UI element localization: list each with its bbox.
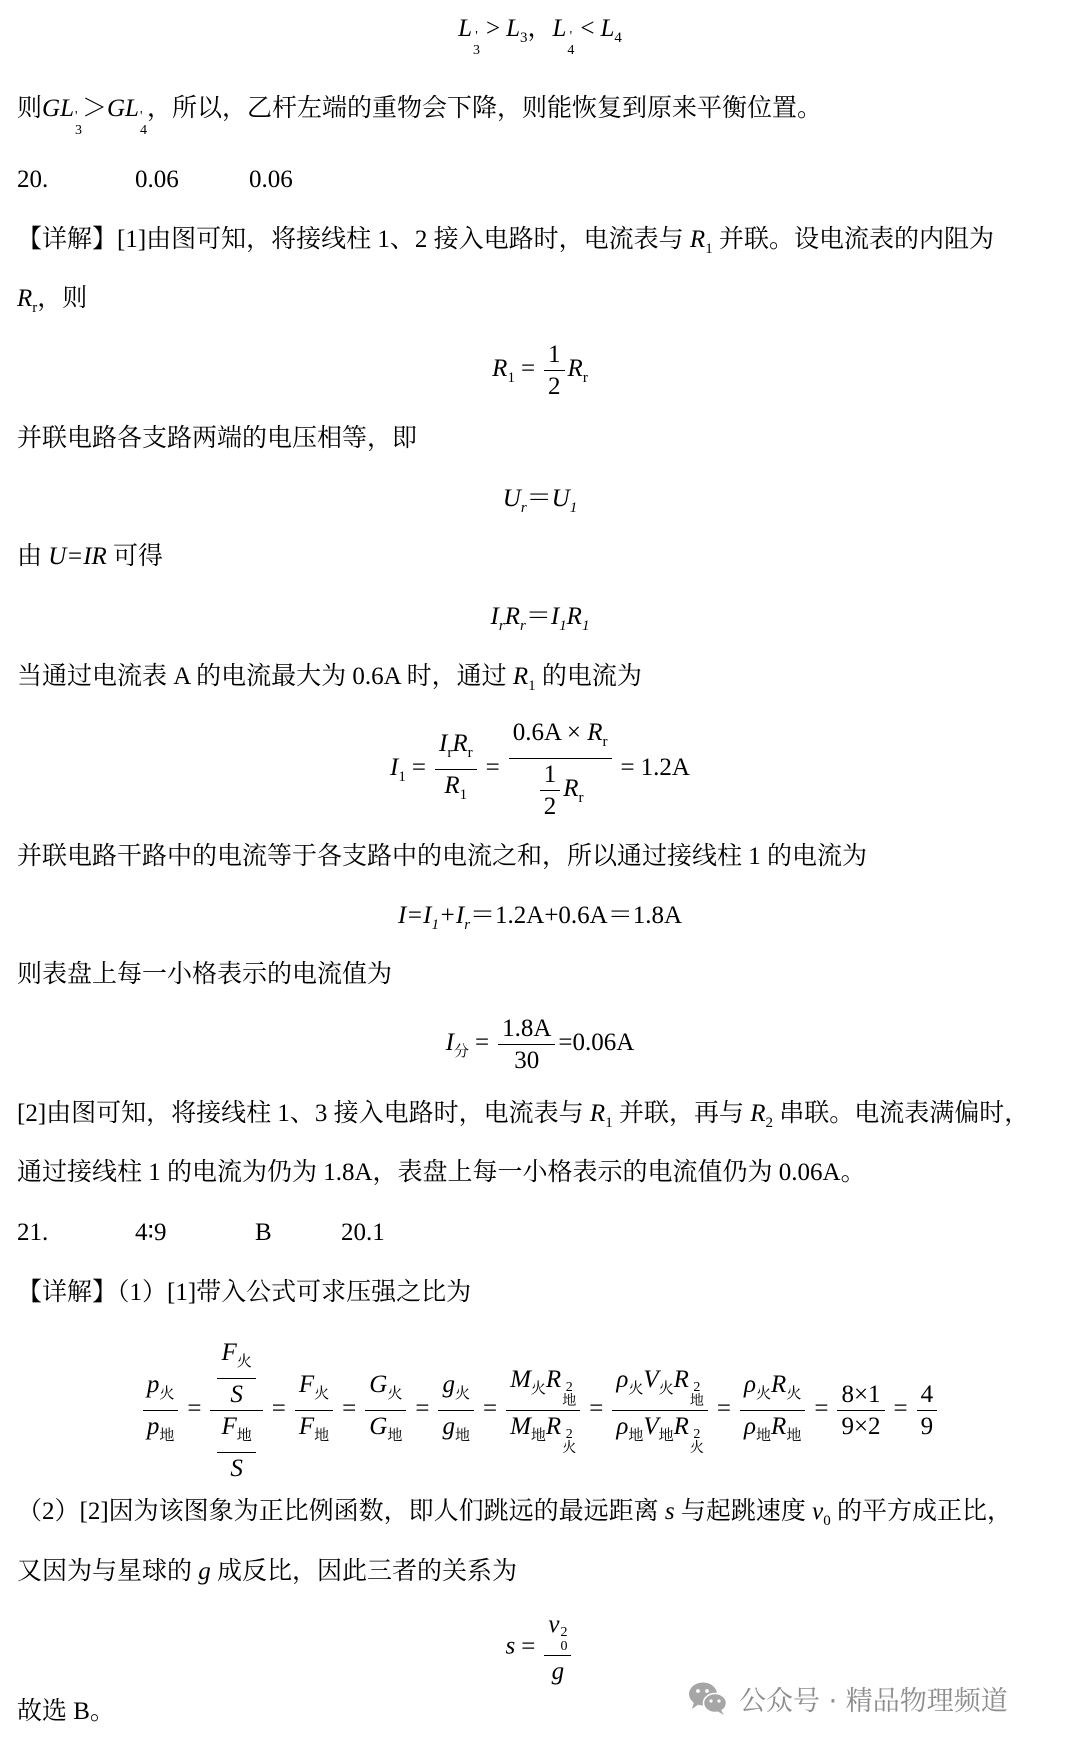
denominator xyxy=(210,1411,262,1483)
var-F: F xyxy=(221,1413,237,1440)
prime: ' xyxy=(74,109,78,124)
text: ，所以，乙杆左端的重物会下降，则能恢复到原来平衡位置。 xyxy=(146,95,822,122)
sub-1: 1 xyxy=(559,618,567,634)
var-I: I xyxy=(438,730,448,757)
value-0-6a: 0.6A × xyxy=(512,719,588,746)
sub-r: r xyxy=(32,300,38,316)
result-1-2a: 1.2A xyxy=(640,754,690,782)
op-equals: = xyxy=(521,1632,536,1660)
sup-2: 2 xyxy=(565,1427,573,1442)
sub-huo: 火 xyxy=(628,1381,644,1397)
var-I: I xyxy=(550,603,560,630)
ohms-law: U=IR xyxy=(48,543,107,570)
var-p: p xyxy=(146,1413,160,1440)
op-equals: = xyxy=(482,1395,498,1423)
sub-huo: 火 xyxy=(756,1386,772,1402)
var-S: S xyxy=(230,1455,243,1482)
sub-0: 0 xyxy=(560,1639,568,1654)
var-L: L xyxy=(600,15,615,42)
numerator: 1 xyxy=(544,340,565,371)
var-v: v xyxy=(548,1611,560,1638)
var-s: s xyxy=(664,1498,675,1525)
fraction-half xyxy=(540,760,561,821)
sub-1: 1 xyxy=(705,241,713,257)
var-rho: ρ xyxy=(616,1413,629,1440)
op-equals: = xyxy=(342,1395,357,1423)
question-20-number: 20. xyxy=(17,166,49,193)
var-g: g xyxy=(551,1658,565,1685)
sub-r: r xyxy=(578,790,584,807)
explanation-21-part2 xyxy=(17,1495,1012,1538)
sub-4: 4 xyxy=(139,123,147,138)
fraction-1-8a-over-30 xyxy=(498,1014,555,1075)
op-equals: = xyxy=(589,1395,604,1423)
line-balance-conclusion xyxy=(17,92,822,138)
sub-0: 0 xyxy=(823,1513,831,1529)
sub-r: r xyxy=(447,745,453,761)
var-V: V xyxy=(643,1366,659,1393)
sub-di: 地 xyxy=(159,1428,175,1444)
sub-huo: 火 xyxy=(562,1441,577,1456)
op-equals: = xyxy=(520,355,536,383)
sub-fen: 分 xyxy=(453,1044,469,1061)
fraction-density-volume xyxy=(612,1365,708,1456)
text: 又因为与星球的 xyxy=(17,1558,199,1585)
var-S: S xyxy=(230,1381,243,1408)
fraction-f-ratio xyxy=(295,1370,333,1451)
var-R: R xyxy=(567,355,583,383)
sub-di: 地 xyxy=(689,1394,704,1409)
op-equals: ＝ xyxy=(525,603,551,630)
var-R: R xyxy=(545,1413,562,1440)
denominator xyxy=(506,1411,580,1456)
fraction-numeric-8-18 xyxy=(837,1380,884,1441)
denominator xyxy=(440,770,471,810)
numerator xyxy=(295,1370,333,1411)
text: 当通过电流表 A 的电流最大为 0.6A 时，通过 xyxy=(17,663,513,690)
fraction-density-radius xyxy=(740,1370,805,1451)
sub-4: 4 xyxy=(567,43,575,58)
sub-3: 3 xyxy=(74,123,82,138)
fraction-f-over-s-ratio xyxy=(210,1338,262,1483)
var-R: R xyxy=(566,603,582,630)
prime-sub xyxy=(75,110,82,138)
sub-huo: 火 xyxy=(159,1386,175,1402)
text: 故选 B。 xyxy=(17,1698,115,1725)
op-equals: = xyxy=(485,754,500,782)
var-R: R xyxy=(17,285,33,312)
question-21-answer-1: 4∶9 xyxy=(135,1219,167,1246)
numerator xyxy=(143,1370,179,1411)
numerator xyxy=(544,1610,571,1656)
var-F: F xyxy=(298,1413,315,1440)
text: 由 xyxy=(17,543,49,570)
denominator xyxy=(365,1411,406,1451)
var-L: L xyxy=(552,15,567,42)
explanation-20-part2 xyxy=(17,1097,1029,1140)
text: 并联电路干路中的电流等于各支路中的电流之和，所以通过接线柱 1 的电流为 xyxy=(17,843,868,870)
sup-2: 2 xyxy=(565,1380,573,1395)
fraction-mass-radius xyxy=(506,1365,580,1456)
var-GL: GL xyxy=(107,95,139,122)
sub-di: 地 xyxy=(658,1428,674,1444)
denominator xyxy=(295,1411,333,1451)
var-U: U xyxy=(551,485,570,512)
formula-i-fen xyxy=(0,1014,1080,1075)
denominator xyxy=(143,1411,179,1451)
text: 串联。电流表满偏时， xyxy=(772,1100,1030,1127)
formula-jump-distance xyxy=(0,1610,1080,1686)
result-0-06a: =0.06A xyxy=(558,1029,635,1057)
sub-di: 地 xyxy=(387,1428,403,1444)
expr-values: ＝1.2A+0.6A＝1.8A xyxy=(470,902,683,929)
expr-plus-i: +I xyxy=(438,902,465,929)
question-20-answer-1: 0.06 xyxy=(135,166,179,193)
op-equals: = xyxy=(620,754,635,782)
sup-sub xyxy=(562,1428,576,1456)
sub-r: r xyxy=(464,917,471,933)
var-R: R xyxy=(750,1100,766,1127)
expr-i-equals-i: I=I xyxy=(397,902,432,929)
sub-di: 地 xyxy=(236,1428,252,1444)
formula-ur-u1 xyxy=(0,482,1080,525)
sub-huo: 火 xyxy=(314,1386,330,1402)
sup-2: 2 xyxy=(693,1427,701,1442)
explanation-20-rr xyxy=(17,282,87,325)
text: 并联电路各支路两端的电压相等，即 xyxy=(17,425,418,452)
comma: ， xyxy=(527,15,553,42)
prime: ' xyxy=(139,109,143,124)
denominator xyxy=(740,1411,805,1451)
sub-1: 1 xyxy=(459,787,468,803)
sub-1: 1 xyxy=(507,370,515,387)
numerator xyxy=(217,1412,255,1453)
var-R: R xyxy=(504,603,520,630)
fraction-gravity-ratio xyxy=(438,1370,474,1451)
sub-di: 地 xyxy=(314,1428,330,1444)
var-R: R xyxy=(452,730,468,757)
var-V: V xyxy=(643,1413,659,1440)
var-R: R xyxy=(512,663,529,690)
explanation-20-part1 xyxy=(17,223,994,266)
numerator: 4 xyxy=(917,1380,938,1411)
explanation-ohms-law xyxy=(17,540,163,574)
numerator xyxy=(740,1370,805,1411)
sup-sub xyxy=(690,1381,704,1409)
sub-di: 地 xyxy=(786,1428,802,1444)
sub-di: 地 xyxy=(756,1428,772,1444)
explanation-parallel-voltage xyxy=(17,422,417,456)
op-equals: = xyxy=(271,1395,286,1423)
sub-huo: 火 xyxy=(454,1386,470,1402)
watermark-text: 公众号 · 精品物理频道 xyxy=(739,1685,1008,1717)
sub-r: r xyxy=(519,618,526,634)
numerator xyxy=(612,1365,708,1411)
text: 并联。设电流表的内阻为 xyxy=(712,226,994,253)
text: 成反比，因此三者的关系为 xyxy=(210,1558,518,1585)
op-equals: = xyxy=(893,1395,908,1423)
explanation-division-value xyxy=(17,958,392,992)
sub-huo: 火 xyxy=(387,1386,403,1402)
sub-1: 1 xyxy=(581,618,590,634)
var-I: I xyxy=(490,603,499,630)
formula-r1-half-rr xyxy=(0,340,1080,401)
numerator xyxy=(217,1338,255,1379)
text: ，则 xyxy=(37,285,88,312)
sub-1: 1 xyxy=(528,678,536,694)
sub-r: r xyxy=(520,500,527,516)
sub-1: 1 xyxy=(605,1115,613,1131)
sub-huo: 火 xyxy=(658,1381,674,1397)
text: 则 xyxy=(17,95,43,122)
var-p: p xyxy=(146,1371,160,1398)
var-g: g xyxy=(198,1558,211,1585)
op-equals: = xyxy=(411,754,426,782)
var-v: v xyxy=(812,1498,824,1525)
sub-r: r xyxy=(582,370,588,387)
op-equals: = xyxy=(475,1029,490,1057)
sub-3: 3 xyxy=(472,43,480,58)
var-U: U xyxy=(502,485,521,512)
text: 可得 xyxy=(106,543,164,570)
fraction-g-weight-ratio xyxy=(365,1370,406,1451)
text: 【详解】（1）[1]带入公式可求压强之比为 xyxy=(17,1279,472,1306)
numerator: 1 xyxy=(540,760,561,791)
numerator: 1.8A xyxy=(498,1014,555,1045)
sub-di: 地 xyxy=(562,1394,577,1409)
var-L: L xyxy=(458,15,472,42)
var-F: F xyxy=(221,1339,237,1366)
fraction-p-ratio xyxy=(143,1370,179,1451)
sup-2: 2 xyxy=(693,1380,701,1395)
var-R: R xyxy=(673,1413,689,1440)
question-21-answer-2: B xyxy=(255,1219,272,1246)
op-gt: ＞ xyxy=(81,95,107,122)
sub-1: 1 xyxy=(431,917,439,933)
denominator: 2 xyxy=(543,793,557,820)
var-R: R xyxy=(771,1413,787,1440)
sub-4: 4 xyxy=(614,30,622,46)
sub-3: 3 xyxy=(519,30,528,46)
formula-total-current xyxy=(0,899,1080,942)
denominator: 30 xyxy=(514,1047,540,1074)
numerator xyxy=(438,1370,474,1411)
var-R: R xyxy=(545,1366,562,1393)
question-21-answer-3: 20.1 xyxy=(341,1219,385,1246)
sub-di: 地 xyxy=(530,1428,546,1444)
var-L: L xyxy=(506,15,520,42)
formula-i1 xyxy=(0,718,1080,821)
answer-choice-b xyxy=(17,1695,115,1729)
watermark xyxy=(687,1676,1008,1720)
prime: ' xyxy=(569,29,573,44)
sub-huo: 火 xyxy=(786,1386,802,1402)
prime-sub xyxy=(140,110,147,138)
var-R: R xyxy=(673,1366,689,1393)
sup-2: 2 xyxy=(560,1625,568,1640)
var-GL: GL xyxy=(42,95,74,122)
sub-2: 2 xyxy=(765,1115,773,1131)
denominator xyxy=(533,759,588,821)
numerator xyxy=(210,1338,262,1411)
op-lt: < xyxy=(580,15,595,42)
op-equals: = xyxy=(716,1395,732,1423)
fraction-f-di-over-s xyxy=(217,1412,255,1483)
sup-sub xyxy=(560,1626,567,1654)
sub-1: 1 xyxy=(398,769,406,786)
var-R: R xyxy=(492,355,508,383)
sub-r: r xyxy=(498,618,505,634)
sup-sub xyxy=(690,1428,704,1456)
question-20-answer-2: 0.06 xyxy=(249,166,293,193)
denominator: 9 xyxy=(920,1413,934,1440)
numerator xyxy=(435,729,477,770)
explanation-21-part1 xyxy=(17,1276,471,1310)
formula-length-comparison xyxy=(0,12,1080,58)
text: 并联，再与 xyxy=(612,1100,751,1127)
var-I: I xyxy=(390,754,399,782)
sup-sub xyxy=(562,1381,576,1409)
var-M: M xyxy=(510,1413,531,1440)
question-21-number: 21. xyxy=(17,1219,49,1246)
prime: ' xyxy=(475,29,478,44)
numerator xyxy=(506,1365,580,1411)
var-R: R xyxy=(444,772,460,799)
text: 的电流为 xyxy=(535,663,642,690)
explanation-20-part2-cont xyxy=(17,1156,866,1190)
text: 则表盘上每一小格表示的电流值为 xyxy=(17,961,393,988)
var-R: R xyxy=(689,226,706,253)
sub-r: r xyxy=(602,734,608,750)
wechat-icon xyxy=(687,1679,729,1717)
fraction-f-huo-over-s xyxy=(217,1338,255,1409)
text: 通过接线柱 1 的电流为仍为 1.8A，表盘上每一小格表示的电流值仍为 0.06A。 xyxy=(17,1159,866,1186)
op-equals: = xyxy=(187,1395,202,1423)
var-rho: ρ xyxy=(744,1413,757,1440)
var-rho: ρ xyxy=(616,1366,629,1393)
text: （2）[2]因为该图象为正比例函数，即人们跳远的最远距离 xyxy=(17,1498,665,1525)
text: 的平方成正比， xyxy=(830,1498,1013,1525)
var-R: R xyxy=(587,719,603,746)
prime-sub xyxy=(567,30,574,58)
var-R: R xyxy=(771,1371,787,1398)
fraction-4-9 xyxy=(917,1380,938,1441)
fraction-numeric xyxy=(509,718,612,821)
var-s: s xyxy=(505,1632,516,1660)
fraction-v0sq-over-g xyxy=(544,1610,571,1686)
sub-di: 地 xyxy=(454,1428,470,1444)
numerator: 8×1 xyxy=(837,1380,884,1411)
var-G: G xyxy=(369,1371,388,1398)
denominator: 2 xyxy=(548,373,561,400)
sub-di: 地 xyxy=(628,1428,644,1444)
explanation-21-part2-cont xyxy=(17,1555,517,1589)
var-F: F xyxy=(298,1371,315,1398)
denominator xyxy=(438,1411,474,1451)
text: 【详解】[1]由图可知，将接线柱 1、2 接入电路时，电流表与 xyxy=(17,226,690,253)
denominator xyxy=(612,1411,708,1456)
numerator xyxy=(365,1370,406,1411)
fraction-irrr-over-r1 xyxy=(435,729,477,810)
fraction-half xyxy=(544,340,565,401)
formula-pressure-ratio xyxy=(0,1338,1080,1483)
var-g: g xyxy=(442,1371,455,1398)
text: [2]由图可知，将接线柱 1、3 接入电路时，电流表与 xyxy=(17,1100,590,1127)
var-R: R xyxy=(589,1100,606,1127)
op-equals: ＝ xyxy=(526,485,552,512)
op-equals: = xyxy=(814,1395,829,1423)
formula-irrr-i1r1 xyxy=(0,600,1080,643)
op-gt: > xyxy=(485,15,501,42)
sub-1: 1 xyxy=(569,500,578,516)
explanation-max-current xyxy=(17,660,642,703)
sub-huo: 火 xyxy=(236,1354,252,1370)
op-equals: = xyxy=(415,1395,430,1423)
explanation-total-current xyxy=(17,840,867,874)
var-I: I xyxy=(445,1029,454,1057)
sub-r: r xyxy=(467,745,473,761)
text: 与起跳速度 xyxy=(674,1498,813,1525)
var-M: M xyxy=(510,1366,531,1393)
var-g: g xyxy=(442,1413,455,1440)
sub-huo: 火 xyxy=(530,1381,546,1397)
var-G: G xyxy=(369,1413,388,1440)
prime-sub xyxy=(473,30,480,58)
denominator: 9×2 xyxy=(841,1413,881,1440)
var-rho: ρ xyxy=(744,1371,757,1398)
sub-huo: 火 xyxy=(689,1441,704,1456)
var-R: R xyxy=(563,775,579,803)
numerator xyxy=(509,718,612,759)
